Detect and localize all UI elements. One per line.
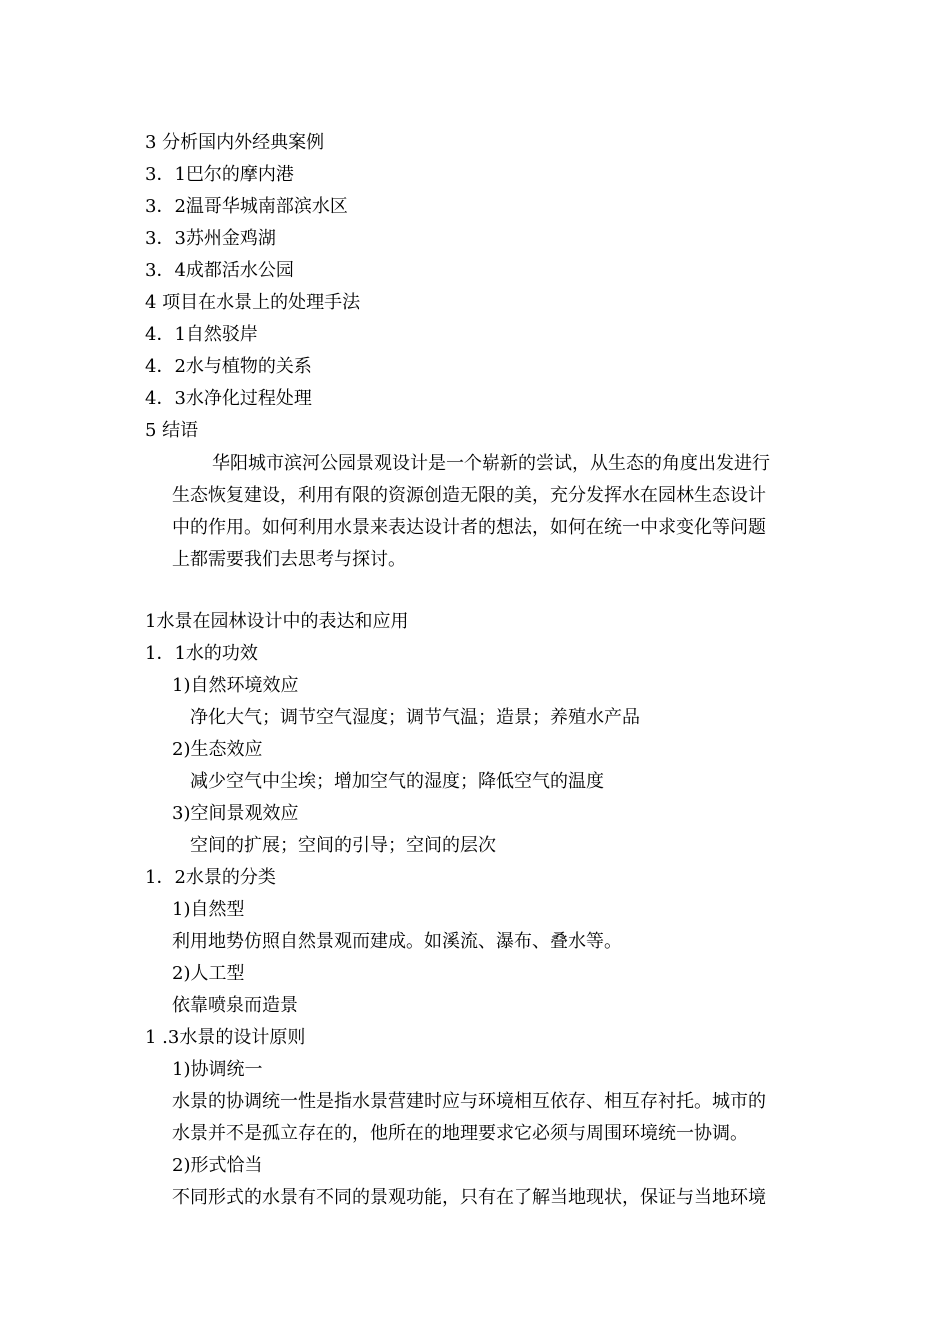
conclusion-line: 华阳城市滨河公园景观设计是一个崭新的尝试，从生态的角度出发进行	[212, 453, 770, 474]
item-label: 1)自然型	[172, 899, 245, 920]
item-label: 1)自然环境效应	[172, 675, 299, 696]
outline-line-4-2: 4．2水与植物的关系	[145, 356, 312, 377]
outline-line-3-1: 3．1巴尔的摩内港	[145, 164, 294, 185]
item-text: 依靠喷泉而造景	[172, 995, 298, 1016]
item-label: 1)协调统一	[172, 1059, 263, 1080]
item-text: 空间的扩展；空间的引导；空间的层次	[190, 835, 496, 856]
outline-line-4-1: 4．1自然驳岸	[145, 324, 258, 345]
outline-line-3-3: 3．3苏州金鸡湖	[145, 228, 276, 249]
item-label: 2)生态效应	[172, 739, 263, 760]
item-text: 水景的协调统一性是指水景营建时应与环境相互依存、相互存衬托。城市的	[172, 1091, 766, 1112]
section-1-heading: 1水景在园林设计中的表达和应用	[145, 611, 409, 632]
conclusion-line: 中的作用。如何利用水景来表达设计者的想法，如何在统一中求变化等问题	[172, 517, 766, 538]
outline-line-3-2: 3．2温哥华城南部滨水区	[145, 196, 348, 217]
section-1-3-heading: 1 .3水景的设计原则	[145, 1027, 306, 1048]
item-text: 净化大气；调节空气湿度；调节气温；造景；养殖水产品	[190, 707, 640, 728]
item-text: 利用地势仿照自然景观而建成。如溪流、瀑布、叠水等。	[172, 931, 622, 952]
outline-line-4: 4 项目在水景上的处理手法	[145, 292, 361, 313]
item-label: 3)空间景观效应	[172, 803, 299, 824]
conclusion-line: 生态恢复建设，利用有限的资源创造无限的美，充分发挥水在园林生态设计	[172, 485, 766, 506]
outline-line-4-3: 4．3水净化过程处理	[145, 388, 312, 409]
item-label: 2)人工型	[172, 963, 245, 984]
conclusion-line: 上都需要我们去思考与探讨。	[172, 549, 406, 570]
item-text: 减少空气中尘埃；增加空气的湿度；降低空气的温度	[190, 771, 604, 792]
item-text: 水景并不是孤立存在的，他所在的地理要求它必须与周围环境统一协调。	[172, 1123, 748, 1144]
item-label: 2)形式恰当	[172, 1155, 263, 1176]
section-1-2-heading: 1．2水景的分类	[145, 867, 276, 888]
section-1-1-heading: 1．1水的功效	[145, 643, 258, 664]
item-text: 不同形式的水景有不同的景观功能，只有在了解当地现状，保证与当地环境	[172, 1187, 766, 1208]
outline-line-3: 3 分析国内外经典案例	[145, 132, 325, 153]
outline-line-3-4: 3．4成都活水公园	[145, 260, 294, 281]
outline-line-5: 5 结语	[145, 420, 199, 441]
